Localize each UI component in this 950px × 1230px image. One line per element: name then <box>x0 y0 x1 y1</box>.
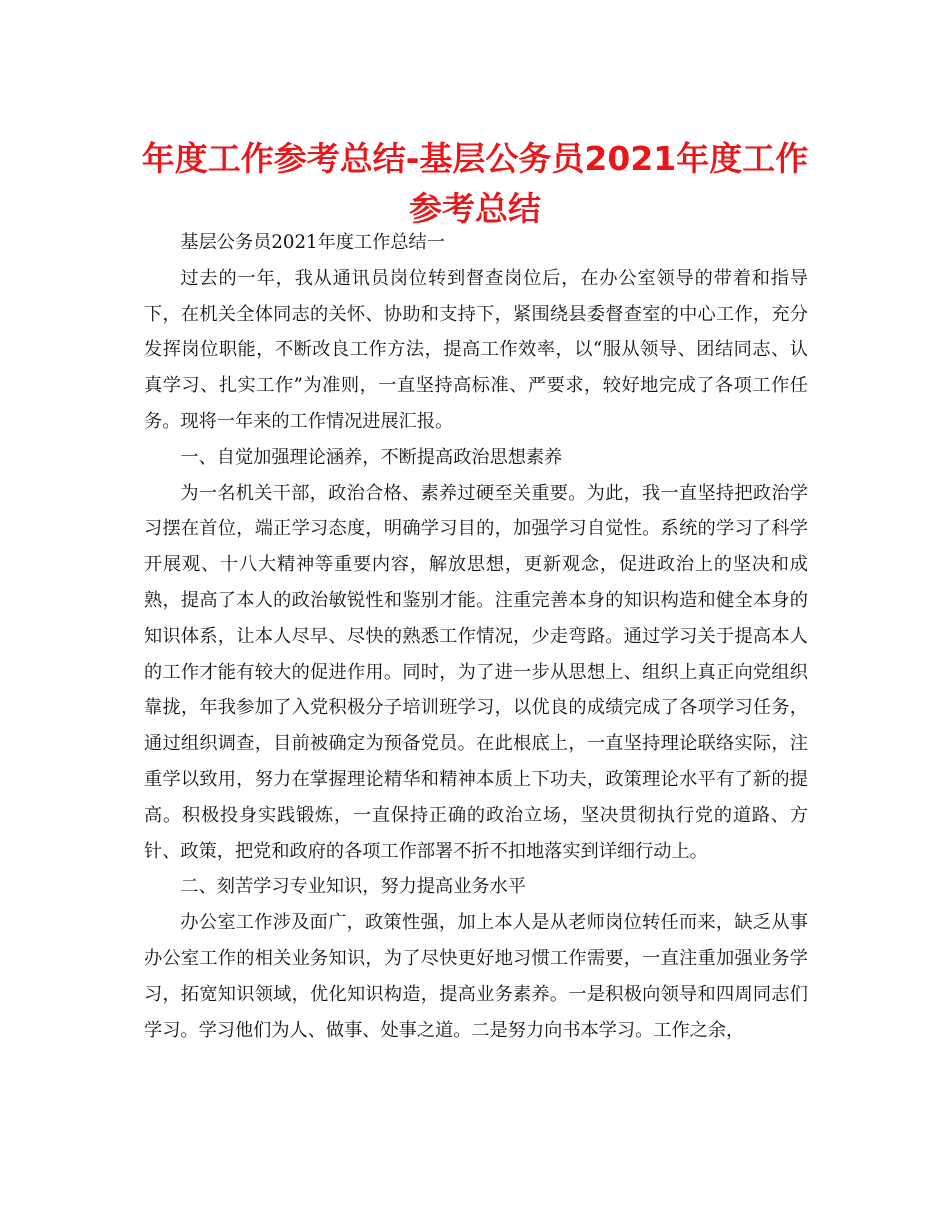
document-title: 年度工作参考总结-基层公务员2021年度工作参考总结 <box>141 139 809 228</box>
section-heading-2: 二、刻苦学习专业知识，努力提高业务水平 <box>180 876 526 898</box>
subtitle-paragraph: 基层公务员2021年度工作总结一 <box>180 232 445 253</box>
document-body <box>144 225 808 1048</box>
section-heading-1: 一、自觉加强理论涵养，不断提高政治思想素养 <box>180 446 563 468</box>
intro-paragraph: 过去的一年，我从通讯员岗位转到督查岗位后，在办公室领导的带着和指导下，在机关全体同志的关怀、协助和支持下，紧围绕县委督查室的中心工作，充分发挥岗位职能，不断改良工作方法，提高工作效率，以“服从领导、团结同志、认真学习、扎实工作”为准则，一直坚持高标准、严要求，较好地完成了各项工作任务。现将一年来的工作情况进展汇报。 <box>144 267 808 432</box>
section-2-paragraph: 办公室工作涉及面广，政策性强，加上本人是从老师岗位转任而来，缺乏从事办公室工作的相关业务知识，为了尽快更好地习惯工作需要，一直注重加强业务学习，拓宽知识领域，优化知识构造，提高业务素养。一是积极向领导和四周同志们学习。学习他们为人、做事、处事之道。二是努力向书本学习。工作之余， <box>144 912 808 1041</box>
section-1-paragraph: 为一名机关干部，政治合格、素养过硬至关重要。为此，我一直坚持把政治学习摆在首位，端正学习态度，明确学习目的，加强学习自觉性。系统的学习了科学开展观、十八大精神等重要内容，解放思想，更新观念，促进政治上的坚决和成熟，提高了本人的政治敏锐性和鉴别才能。注重完善本身的知识构造和健全本身的知识体系，让本人尽早、尽快的熟悉工作情况，少走弯路。通过学习关于提高本人的工作才能有较大的促进作用。同时，为了进一步从思想上、组织上真正向党组织靠拢，年我参加了入党积极分子培训班学习，以优良的成绩完成了各项学习任务，通过组织调查，目前被确定为预备党员。在此根底上，一直坚持理论联络实际，注重学以致用，努力在掌握理论精华和精神本质上下功夫，政策理论水平有了新的提高。积极投身实践锻炼，一直保持正确的政治立场，坚决贯彻执行党的道路、方针、政策，把党和政府的各项工作部署不折不扣地落实到详细行动上。 <box>144 482 808 862</box>
